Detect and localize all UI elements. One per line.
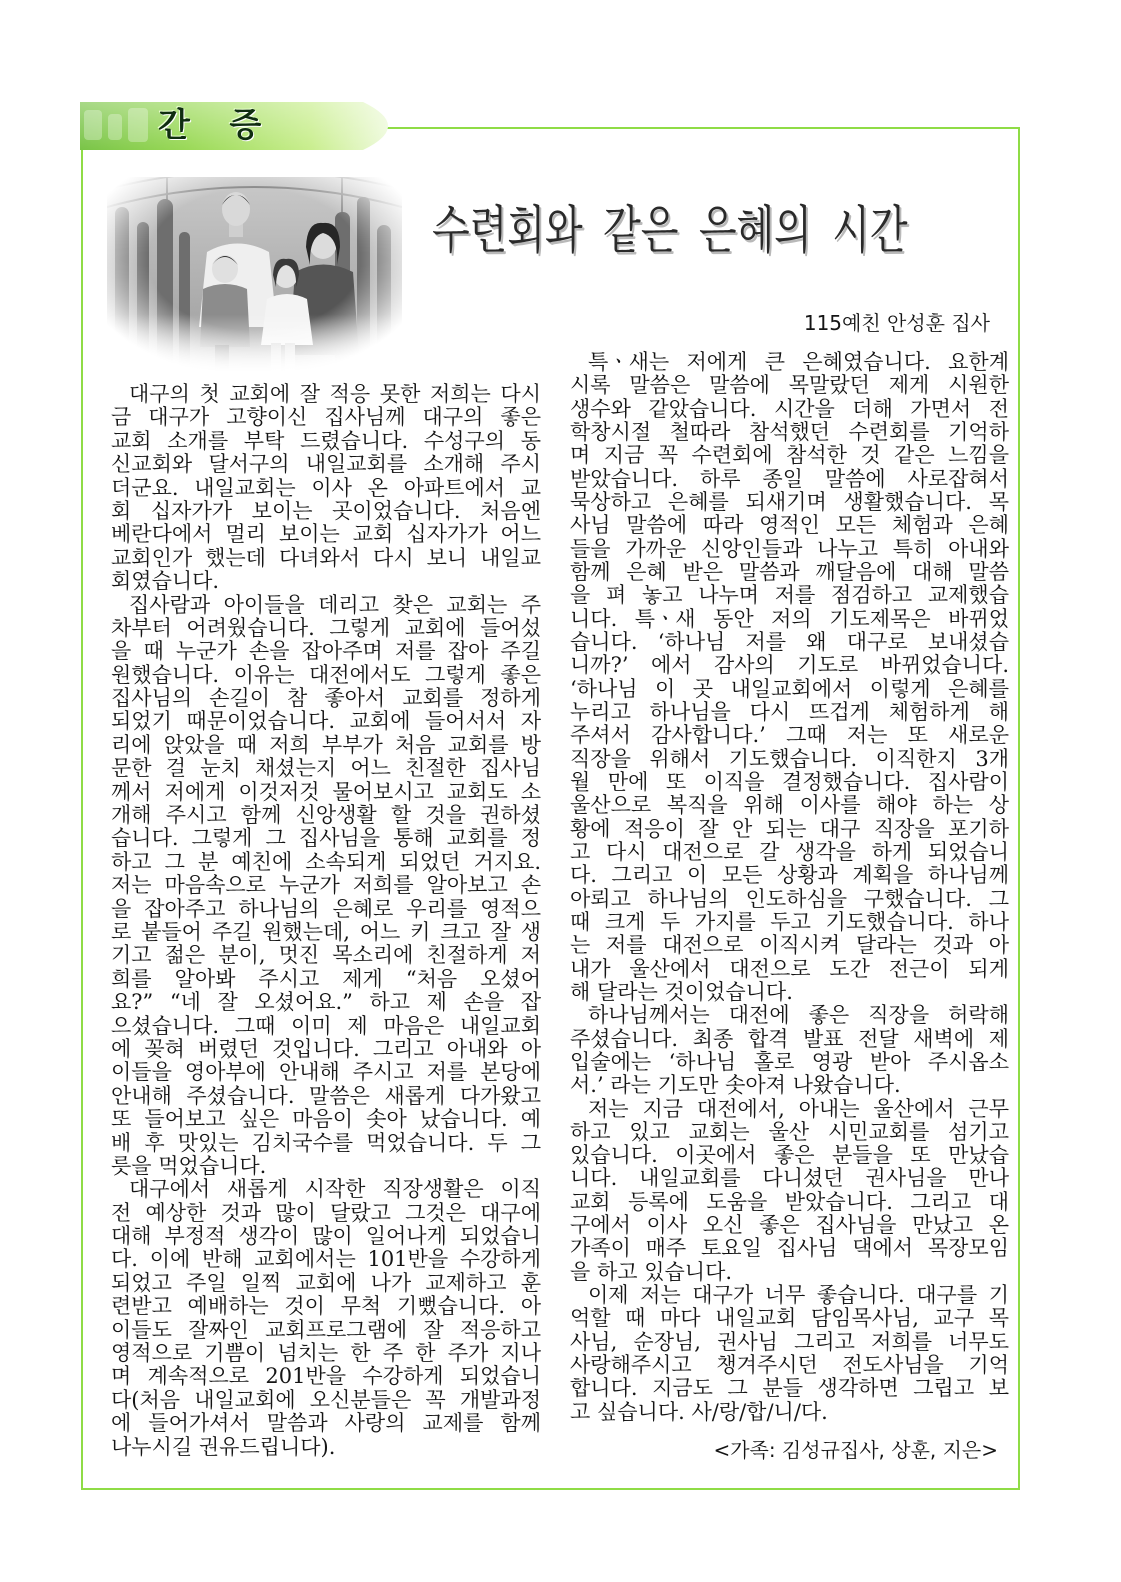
text-line: 요?” “네 잘 오셨어요.” 하고 제 손을 잡 (111, 990, 541, 1015)
text-line: 회 십자가가 보이는 곳이었습니다. 처음엔 (111, 498, 541, 523)
text-line: 받았습니다. 하루 종일 말씀에 사로잡혀서 (570, 466, 1009, 491)
text-line: 에 들어가셔서 말씀과 사랑의 교제를 함께 (111, 1411, 541, 1436)
text-line: 을 잡아주고 하나님의 은혜로 우리를 영적으 (111, 896, 541, 921)
text-line: 원했습니다. 이유는 대전에서도 그렇게 좋은 (111, 662, 541, 687)
text-line: 사님, 순장님, 권사님 그리고 저희를 너무도 (570, 1329, 1009, 1354)
text-line: 가족이 매주 토요일 집사님 댁에서 목장모임 (570, 1236, 1009, 1261)
text-line: ‘하나님 이 곳 내일교회에서 이렇게 은혜를 (570, 676, 1009, 701)
text-line: 영적으로 기쁨이 넘치는 한 주 한 주가 지나 (111, 1341, 541, 1366)
author-byline: 115예친 안성훈 집사 (803, 311, 990, 335)
text-line: 사님 말씀에 따라 영적인 모든 체험과 은혜 (570, 513, 1009, 538)
text-line: 주셨습니다. 최종 합격 발표 전달 새벽에 제 (570, 1026, 1009, 1051)
text-line: 입술에는 ‘하나님 홀로 영광 받아 주시옵소 (570, 1049, 1009, 1074)
text-line: 을 펴 놓고 나누며 저를 점검하고 교제했습 (570, 583, 1009, 608)
text-line: 해 달라는 것이었습니다. (570, 979, 793, 1004)
text-line: 하고 그 분 예친에 소속되게 되었던 거지요. (111, 849, 541, 874)
text-line: 대구의 첫 교회에 잘 적응 못한 저희는 다시 (129, 382, 541, 406)
text-line: 니다. 특ㆍ새 동안 저의 기도제목은 바뀌었 (570, 606, 1009, 631)
text-line: 학창시절 철따라 참석했던 수련회를 기억하 (570, 419, 1009, 444)
text-line: 으셨습니다. 그때 이미 제 마음은 내일교회 (111, 1013, 541, 1038)
text-line: 다(처음 내일교회에 오신분들은 꼭 개발과정 (111, 1387, 541, 1412)
text-line: 황에 적응이 잘 안 되는 대구 직장을 포기하 (570, 816, 1009, 841)
text-line: 회였습니다. (111, 569, 220, 594)
text-line: 서.’ 라는 기도만 솟아져 나왔습니다. (570, 1073, 901, 1098)
text-line: 며 지금 꼭 수련회에 참석한 것 같은 느낌을 (570, 443, 1009, 468)
text-line: 습니다. 그렇게 그 집사님을 통해 교회를 정 (111, 826, 541, 851)
text-line: 들을 가까운 신앙인들과 나누고 특히 아내와 (570, 536, 1009, 561)
text-line: 묵상하고 은혜를 되새기며 생활했습니다. 목 (570, 489, 1009, 514)
text-line: 로 붙들어 주길 원했는데, 어느 키 크고 잘 생 (111, 919, 541, 944)
right-column (570, 351, 1009, 1424)
text-line: 희를 알아봐 주시고 제게 “처음 오셨어 (111, 966, 541, 991)
text-line: 릇을 먹었습니다. (111, 1153, 267, 1178)
text-line: 교회인가 했는데 다녀와서 다시 보니 내일교 (111, 545, 541, 570)
text-line: 집사람과 아이들을 데리고 찾은 교회는 주 (129, 592, 541, 617)
text-line: 이들을 영아부에 안내해 주시고 저를 본당에 (111, 1060, 541, 1085)
text-line: 배 후 맛있는 김치국수를 먹었습니다. 두 그 (111, 1130, 541, 1155)
text-line: 아뢰고 하나님의 인도하심을 구했습니다. 그 (570, 886, 1009, 911)
text-line: 이들도 잘짜인 교회프로그램에 잘 적응하고 (111, 1317, 541, 1342)
text-line: 하고 있고 교회는 울산 시민교회를 섬기고 (570, 1119, 1009, 1144)
text-line: 내가 울산에서 대전으로 도간 전근이 되게 (570, 956, 1009, 981)
text-line: 또 들어보고 싶은 마음이 솟아 났습니다. 예 (111, 1107, 541, 1132)
text-line: 며 계속적으로 201반을 수강하게 되었습니 (111, 1364, 541, 1389)
text-line: 누리고 하나님을 다시 뜨겁게 체험하게 해 (570, 699, 1009, 724)
text-line: 하나님께서는 대전에 좋은 직장을 허락해 (588, 1003, 1009, 1028)
text-line: 되었기 때문이었습니다. 교회에 들어서서 자 (111, 709, 541, 734)
text-line: 억할 때 마다 내일교회 담임목사님, 교구 목 (570, 1306, 1009, 1331)
text-line: 대해 부정적 생각이 많이 일어나게 되었습니 (111, 1224, 541, 1249)
text-line: 되었고 주일 일찍 교회에 나가 교제하고 훈 (111, 1270, 541, 1295)
text-line: 교회 소개를 부탁 드렸습니다. 수성구의 동 (111, 428, 541, 453)
text-line: 베란다에서 멀리 보이는 교회 십자가가 어느 (111, 522, 541, 547)
text-line: 을 때 누군가 손을 잡아주며 저를 잡아 주길 (111, 639, 541, 664)
text-line: 사랑해주시고 챙겨주시던 전도사님을 기억 (570, 1353, 1009, 1378)
text-line: 다. 그리고 이 모든 상황과 계획을 하나님께 (570, 863, 1009, 888)
text-line: 니다. 내일교회를 다니셨던 권사님을 만나 (570, 1166, 1009, 1191)
text-line: 련받고 예배하는 것이 무척 기뻤습니다. 아 (111, 1294, 541, 1319)
text-line: 집사님의 손길이 참 좋아서 교회를 정하게 (111, 686, 541, 711)
text-line: 는 저를 대전으로 이직시켜 달라는 것과 아 (570, 933, 1009, 958)
text-line: 고 다시 대전으로 갈 생각을 하게 되었습니 (570, 839, 1009, 864)
text-line: 저는 마음속으로 누군가 저희를 알아보고 손 (111, 873, 541, 898)
text-line: 구에서 이사 오신 좋은 집사님을 만났고 온 (570, 1213, 1009, 1238)
text-line: 주셔서 감사합니다.’ 그때 저는 또 새로운 (570, 723, 1009, 748)
text-line: 월 만에 또 이직을 결정했습니다. 집사람이 (570, 769, 1009, 794)
text-line: 시록 말씀은 말씀에 목말랐던 제게 시원한 (570, 373, 1009, 398)
text-line: 기고 젊은 분이, 멋진 목소리에 친절하게 저 (111, 943, 541, 968)
text-line: 개해 주시고 함께 신앙생활 할 것을 권하셨 (111, 803, 541, 828)
text-line: 습니다. ‘하나님 저를 왜 대구로 보내셨습 (570, 629, 1009, 654)
text-line: 을 하고 있습니다. (570, 1259, 733, 1284)
text-line: 신교회와 달서구의 내일교회를 소개해 주시 (111, 452, 541, 477)
text-line: 더군요. 내일교회는 이사 온 아파트에서 교 (111, 475, 541, 500)
family-note: <가족: 김성규집사, 상훈, 지은> (713, 1438, 998, 1462)
text-line: 저는 지금 대전에서, 아내는 울산에서 근무 (588, 1096, 1009, 1121)
left-column (111, 383, 541, 1459)
text-line: 울산으로 복직을 위해 이사를 해야 하는 상 (570, 793, 1009, 818)
text-line: 나누시길 권유드립니다). (111, 1434, 336, 1459)
text-line: 안내해 주셨습니다. 말씀은 새롭게 다가왔고 (111, 1083, 541, 1108)
text-line: 문한 걸 눈치 채셨는지 어느 친절한 집사님 (111, 756, 541, 781)
text-line: 니까?’ 에서 감사의 기도로 바뀌었습니다. (570, 653, 1009, 678)
text-line: 께서 저에게 이것저것 물어보시고 교회도 소 (111, 779, 541, 804)
text-line: 금 대구가 고향이신 집사님께 대구의 좋은 (111, 405, 541, 430)
text-line: 함께 은혜 받은 말씀과 깨달음에 대해 말씀 (570, 559, 1009, 584)
text-line: 때 크게 두 가지를 두고 기도했습니다. 하나 (570, 909, 1009, 934)
text-line: 있습니다. 이곳에서 좋은 분들을 또 만났습 (570, 1143, 1009, 1168)
text-line: 합니다. 지금도 그 분들 생각하면 그립고 보 (570, 1376, 1009, 1401)
text-line: 다. 이에 반해 교회에서는 101반을 수강하게 (111, 1247, 541, 1272)
text-line: 대구에서 새롭게 시작한 직장생활은 이직 (129, 1177, 541, 1202)
text-line: 리에 앉았을 때 저희 부부가 처음 교회를 방 (111, 732, 541, 757)
text-line: 특ㆍ새는 저에게 큰 은혜였습니다. 요한계 (588, 350, 1009, 374)
text-line: 에 꽂혀 버렸던 것입니다. 그리고 아내와 아 (111, 1036, 541, 1061)
section-tab-label: 간 증 (158, 105, 276, 144)
text-line: 전 예상한 것과 많이 달랐고 그것은 대구에 (111, 1200, 541, 1225)
text-line: 고 싶습니다. 사/랑/합/니/다. (570, 1399, 828, 1424)
text-line: 교회 등록에 도움을 받았습니다. 그리고 대 (570, 1189, 1009, 1214)
text-line: 생수와 같았습니다. 시간을 더해 가면서 전 (570, 396, 1009, 421)
family-photo (107, 177, 402, 373)
text-line: 직장을 위해서 기도했습니다. 이직한지 3개 (570, 746, 1009, 771)
text-line: 이제 저는 대구가 너무 좋습니다. 대구를 기 (588, 1283, 1009, 1308)
text-line: 차부터 어려웠습니다. 그렇게 교회에 들어섰 (111, 615, 541, 640)
article-title: 수련회와 같은 은혜의 시간 (432, 201, 908, 262)
